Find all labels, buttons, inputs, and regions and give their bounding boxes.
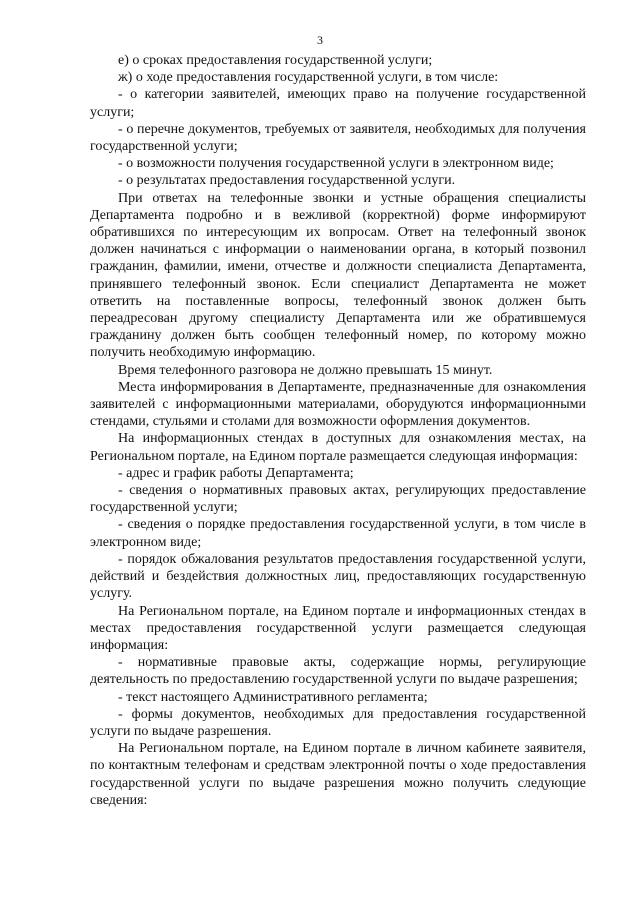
paragraph-information-stands: На информационных стендах в доступных для ознакомления местах, на Региональном портале, на Едином портале размещается следующая информация: <box>90 431 586 464</box>
paragraph-regulation-text: - текст настоящего Административного регламента; <box>118 689 428 705</box>
paragraph-electronic-service: - о возможности получения государственной услуги в электронном виде; <box>118 156 554 172</box>
paragraph-call-duration: Время телефонного разговора не должно превышать 15 минут. <box>118 362 493 378</box>
paragraph-portal-stands: На Региональном портале, на Едином портале и информационных стендах в местах предоставления государственной услуги размещается следующая информация: <box>90 603 586 653</box>
paragraph-personal-account: На Региональном портале, на Едином портале в личном кабинете заявителя, по контактным телефонам и средствам электронной почты о ходе предоставления государственной услуги по выдаче разрешения можно получить следующие сведения: <box>90 741 586 808</box>
paragraph-item-e: е) о сроках предоставления государственной услуги; <box>118 53 433 68</box>
paragraph-phone-answers: При ответах на телефонные звонки и устные обращения специалисты Департамента подробно и в вежливой (корректной) форме информируют обратившихся по интересующим их вопросам. Ответ на телефонный звонок должен начинаться с информации о наименовании органа, в который позвонил гражданин, фамилии, имени, отчестве и должности специалиста Департамента, принявшего телефонный звонок. Если специалист Департамента не может ответить на поставленные вопросы, телефонный звонок должен быть переадресован другому специалисту Департамента или же обратившемуся гражданину должен быть сообщен телефонный номер, по которому можно получить необходимую информацию. <box>90 190 586 361</box>
paragraph-service-results: - о результатах предоставления государственной услуги. <box>118 173 456 189</box>
paragraph-procedure-info: - сведения о порядке предоставления государственной услуги, в том числе в электронном виде; <box>90 517 586 550</box>
paragraph-document-forms: - формы документов, необходимых для предоставления государственной услуги по выдаче разрешения. <box>90 706 586 739</box>
paragraph-address-schedule: - адрес и график работы Департамента; <box>118 465 354 481</box>
paragraph-appeal-procedure: - порядок обжалования результатов предоставления государственной услуги, действий и бездействия должностных лиц, предоставляющих государственную услугу. <box>90 551 586 602</box>
paragraph-required-documents: - о перечне документов, требуемых от заявителя, необходимых для получения государственной услуги; <box>90 121 586 155</box>
paragraph-legal-acts-info: - сведения о нормативных правовых актах, регулирующих предоставление государственной услуги; <box>90 483 586 516</box>
page-number: 3 <box>317 33 323 47</box>
document-body <box>90 52 586 809</box>
paragraph-information-places: Места информирования в Департаменте, предназначенные для ознакомления заявителей с информационными материалами, оборудуются информационными стендами, стульями и столами для возможности оформления документов. <box>90 379 586 430</box>
paragraph-item-zh: ж) о ходе предоставления государственной услуги, в том числе: <box>118 70 499 86</box>
paragraph-applicant-categories: - о категории заявителей, имеющих право на получение государственной услуги; <box>90 87 586 120</box>
paragraph-regulatory-acts: - нормативные правовые акты, содержащие нормы, регулирующие деятельность по предоставлению государственной услуги по выдаче разрешения; <box>90 655 586 688</box>
